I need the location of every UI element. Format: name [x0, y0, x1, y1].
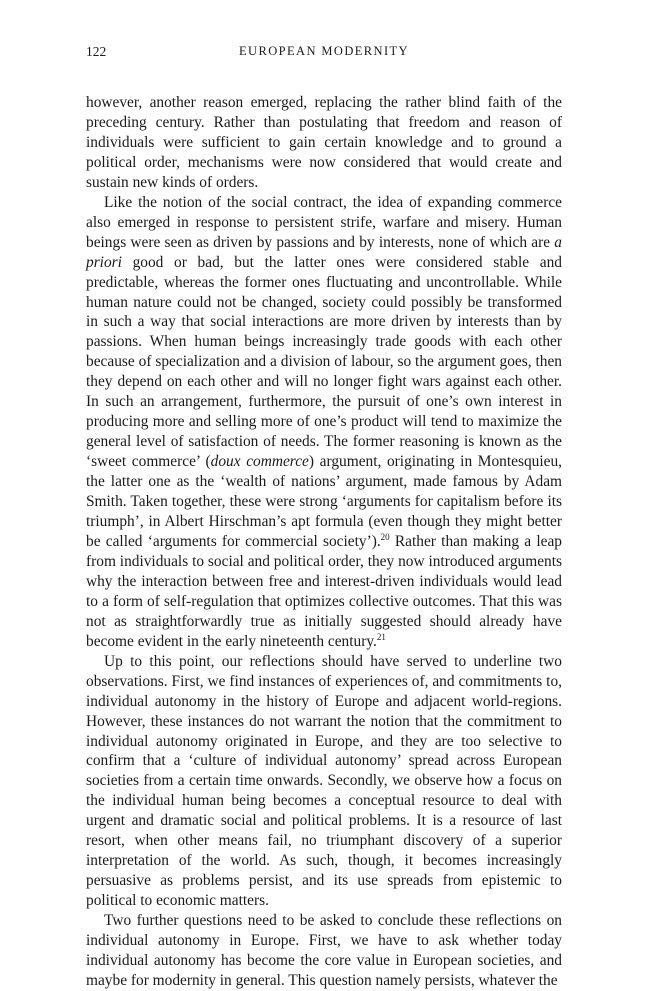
running-title: EUROPEAN MODERNITY: [239, 44, 409, 58]
running-head: [86, 44, 562, 64]
italic-phrase: doux commerce: [210, 453, 309, 471]
paragraph: [86, 93, 562, 193]
text-run: good or bad, but the latter ones were considered stable and predictable, whereas the former ones fluctuating and uncontrollable. While human nature could not be changed, society could possibly be transformed in such a way that social interactions are more driven by interests than by passions. When human beings increasingly trade goods with each other because of specialization and a division of labour, so the argument goes, then they depend on each other and will no longer fight wars against each other. In such an arrangement, furthermore, the pursuit of one’s own interest in producing more and selling more of one’s product will tend to maximize the general level of satisfaction of needs. The former reasoning is known as the ‘sweet commerce’ (: [86, 253, 562, 471]
paragraph: [86, 193, 562, 652]
footnote-marker: 21: [376, 631, 386, 642]
text-run: however, another reason emerged, replacing the rather blind faith of the preceding century. Rather than postulating that freedom and reason of individuals were sufficient to gain certain knowledge and to ground a political order, mechanisms were now considered that would create and sustain new kinds of orders.: [86, 94, 562, 191]
footnote-marker: 20: [380, 531, 390, 542]
italic-phrase: a priori: [86, 233, 562, 271]
text-run: Like the notion of the social contract, the idea of expanding commerce also emerged in response to persistent strife, warfare and misery. Human beings were seen as driven by passions and by interests, none of which are: [86, 193, 562, 251]
text-run: Up to this point, our reflections should have served to underline two observations. First, we find instances of experiences of, and commitments to, individual autonomy in the history of Europe and adjacent world-regions. However, these instances do not warrant the notion that the commitment to individual autonomy originated in Europe, and they are too selective to confirm that a ‘culture of individual autonomy’ spread across European societies from a certain time onwards. Secondly, we observe how a focus on the individual human being becomes a conceptual resource to deal with urgent and dramatic social and political problems. It is a resource of last resort, when other means fail, no triumphant discovery of a superior interpretation of the world. As such, though, it becomes increasingly persuasive as problems persist, and its use spreads from epistemic to political to economic matters.: [86, 652, 562, 910]
paragraph: [86, 652, 562, 911]
text-run: Rather than making a leap from individuals to social and political order, they now introduced arguments why the interaction between free and interest-driven individuals would lead to a form of self-regulation that optimizes collective outcomes. That this was not as straightforwardly true as initially suggested should already have become evident in the early nineteenth century.: [86, 532, 562, 650]
body-text: [86, 93, 562, 991]
text-run: Two further questions need to be asked to conclude these reflections on individual autonomy in Europe. First, we have to ask whether today individual autonomy has become the core value in European societies, and maybe for modernity in general. This question namely persists, whatever the: [86, 912, 562, 989]
paragraph: [86, 911, 562, 991]
page-number: 122: [86, 44, 107, 59]
text-run: ) argument, originating in Montesquieu, the latter one as the ‘wealth of nations’ argument, made famous by Adam Smith. Taken together, these were strong ‘arguments for capitalism before its triumph’, in Albert Hirschman’s apt formula (even though they might better be called ‘arguments for commercial society’).: [86, 453, 562, 550]
